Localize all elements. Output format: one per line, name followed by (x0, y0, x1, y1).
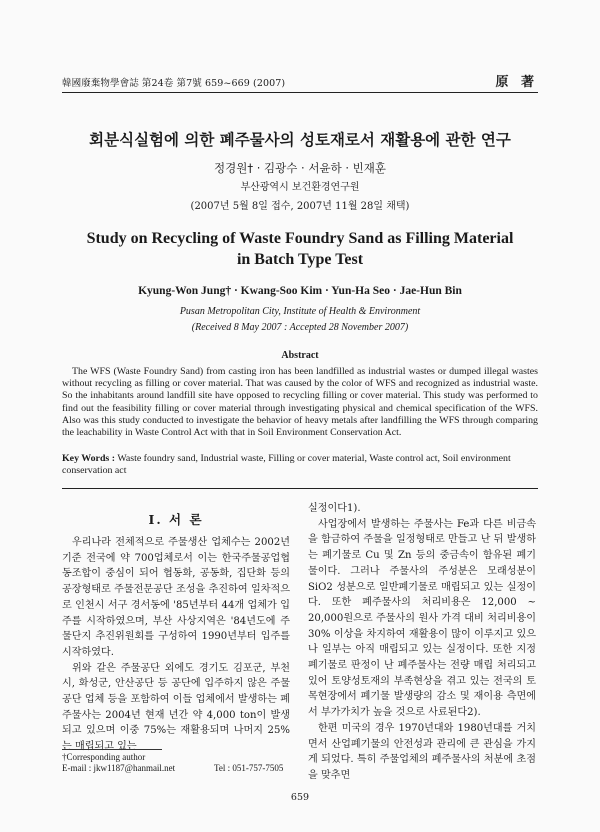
english-authors: Kyung-Won Jung† · Kwang-Soo Kim · Yun-Ha Seo · Jae-Hun Bin (138, 285, 462, 297)
footnote-rule (62, 749, 162, 750)
body-paragraph: 우리나라 전체적으로 주물생산 업체수는 2002년 기준 전국에 약 700업체로서 이는 한국주물공업협동조합이 중심이 되어 협동화, 공동화, 집단화 등의 공장형태로 주물전문공단 조성을 추진하여 일차적으로 인천시 서구 경서동에 '85년부터 44개 업체가 입주를 시작하였으며, 부산 사상지역은 '84년도에 주물단지 추진위원회를 구성하여 1990년부터 입주를 시작하였다. (62, 537, 290, 658)
keywords-text: Waste foundry sand, Industrial waste, Filling or cover material, Waste control act, Soil environment conservation act (62, 453, 511, 477)
english-title (0, 228, 600, 270)
english-title-line1: Study on Recycling of Waste Foundry Sand as Filling Material (86, 230, 514, 247)
section-divider (62, 488, 538, 489)
body-paragraph: 사업장에서 발생하는 주물사는 Fe과 다른 비금속을 함금하여 주물을 일정형태로 만들고 난 뒤 발생하는 폐기물로 Cu 및 Zn 등의 중금속이 함유된 폐기물이다. 그러나 주물사의 주성분은 모래성분이 SiO2 성분으로 일반폐기물로 매립되고 있는 실정이다. 또한 폐주물사의 처리비용은 12,000 ~ 20,000원으로 주물사의 원사 가격 대비 처리비용이 30% 이상을 차지하여 재활용이 많이 이루지고 있으나 일부는 아직 매립되고 있는 실정이다. 또한 지정폐기물로 판정이 난 폐주물사는 전량 매립 처리되고 있어 토양성토재의 부족현상을 겪고 있는 전국의 토목현장에서 폐기물 발생량의 감소 및 재이용 측면에서 부가가치가 높을 것으로 사료된다2). (308, 518, 536, 719)
body-paragraph: 위와 같은 주물공단 외에도 경기도 김포군, 부천시, 화성군, 안산공단 등 공단에 입주하지 않은 주물공단 업체 등을 포함하여 이들 업체에서 발생하는 폐주물사는 2004년 현재 년간 약 4,000 ton이 발생되고 있으며 이중 75%는 재활용되며 나머지 25%는 매립되고 있는 (62, 662, 290, 753)
running-header (62, 70, 538, 93)
abstract-heading: Abstract (281, 350, 319, 361)
keywords (62, 453, 538, 477)
footnote-email: E-mail : jkw1187@hanmail.net (62, 763, 176, 773)
body-paragraph: 실정이다1). (308, 503, 361, 514)
footnote-corresponding: †Corresponding author (62, 752, 146, 762)
english-affiliation: Pusan Metropolitan City, Institute of Health & Environment (179, 306, 421, 317)
page-number: 659 (290, 792, 310, 803)
korean-affiliation: 부산광역시 보건환경연구원 (240, 182, 360, 193)
english-title-line2: in Batch Type Test (236, 251, 364, 268)
body-paragraph: 한편 미국의 경우 1970년대와 1980년대를 거치면서 산업폐기물의 안전성과 관리에 큰 관심을 가지게 되었다. 특히 주물업체의 폐주물사의 처분에 초점을 맞추면 (308, 722, 536, 781)
footnote-tel: Tel : 051-757-7505 (214, 763, 284, 773)
korean-received-dates: (2007년 5월 8일 접수, 2007년 11월 28일 채택) (190, 201, 410, 212)
section-heading-introduction: I. 서 론 (148, 512, 204, 527)
article-type-badge: 原 著 (495, 75, 538, 90)
korean-authors: 정경원† · 김광수 · 서윤하 · 빈재훈 (214, 161, 386, 175)
english-received-dates: (Received 8 May 2007 : Accepted 28 November 2007) (191, 322, 409, 333)
footnote (62, 752, 290, 774)
abstract-text: The WFS (Waste Foundry Sand) from casting iron has been landfilled as industrial wastes or dumped illegal wastes without recycling as filling or cover material. That was caused by the color of WFS and recognized as industrial waste. So the inhabitants around landfill site have opposed to recycling filling or cover material. This study was performed to find out the feasibility filling or cover material through investigating physical and chemical specification of the WFS. Also was this study conducted to investigate the behavior of heavy metals after landfilling the WFS through comparing the leachability in Waste Control Act with that in Soil Environment Conservation Act. (62, 366, 538, 439)
korean-title: 회분식실험에 의한 폐주물사의 성토재로서 재활용에 관한 연구 (89, 131, 511, 149)
keywords-label: Key Words : (62, 453, 116, 464)
body-right-column (308, 501, 536, 784)
body-left-column (62, 535, 290, 755)
journal-citation: 韓國廢棄物學會誌 第24卷 第7號 659~669 (2007) (62, 78, 286, 89)
